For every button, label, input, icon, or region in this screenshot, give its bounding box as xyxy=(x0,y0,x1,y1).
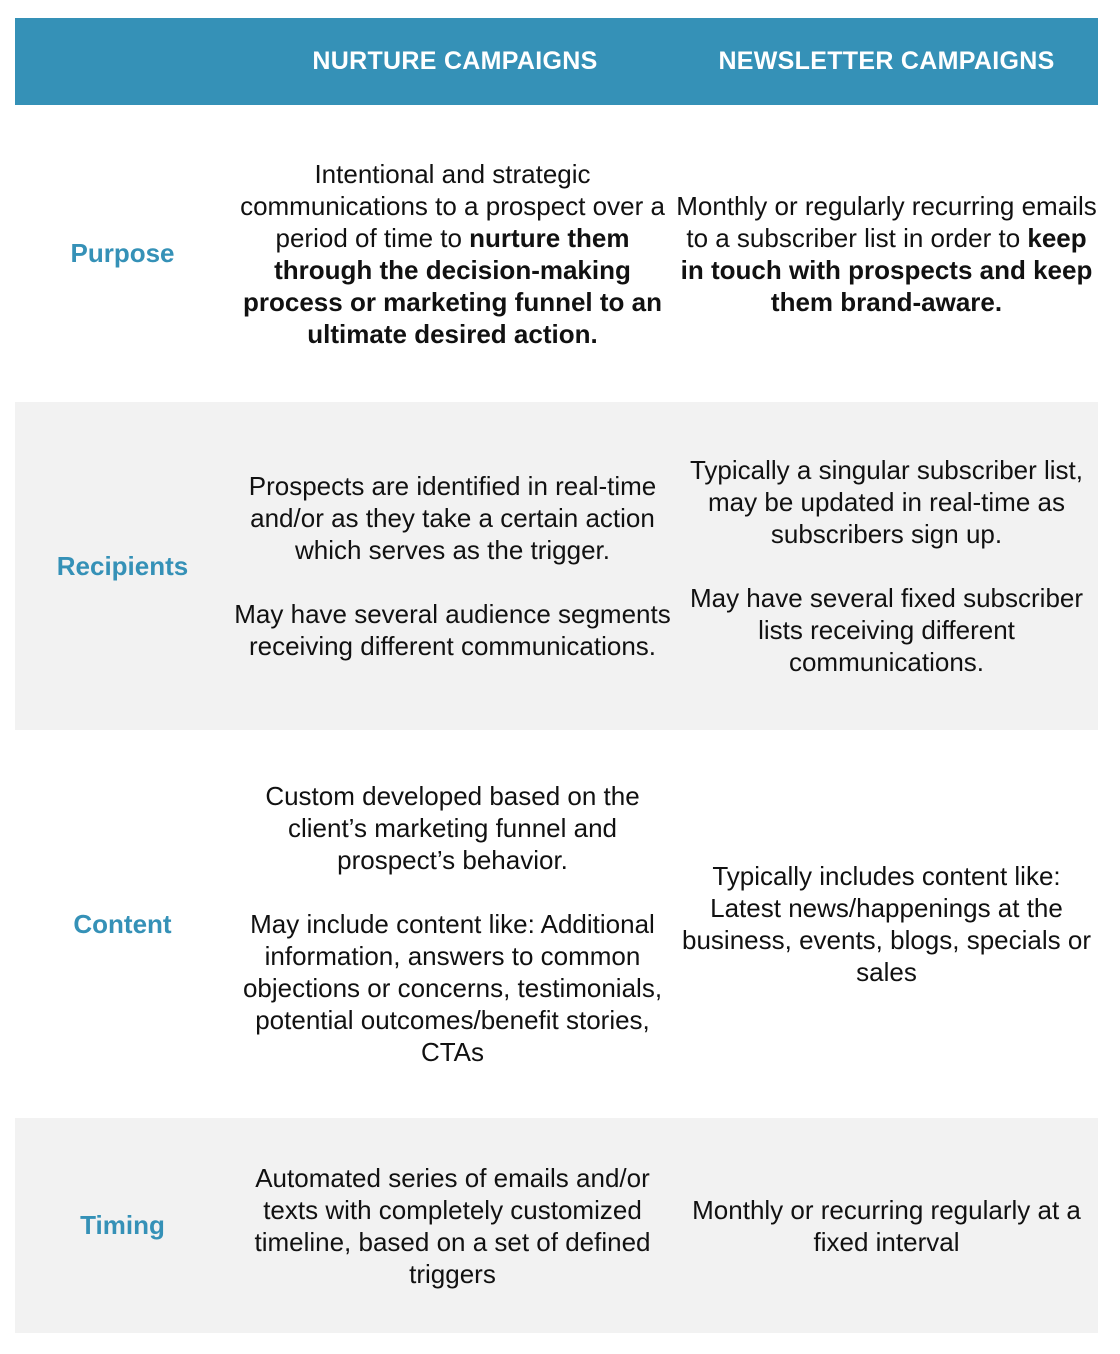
row-content xyxy=(15,730,1098,1118)
row-label-content: Content xyxy=(73,908,172,939)
recipients-newsletter-text-1: Typically a singular subscriber list, may be updated in real-time as subscribers sign up. xyxy=(689,455,1084,549)
purpose-newsletter-bold-text: keep in touch with prospects and keep them brand-aware. xyxy=(680,222,1093,317)
recipients-newsletter-cell xyxy=(675,454,1098,678)
content-nurture-text-1: Custom developed based on the client’s marketing funnel and prospect’s behavior. xyxy=(265,781,640,875)
content-newsletter-text-1: Typically includes content like: Latest news/happenings at the business, events, blogs, specials or sales xyxy=(682,861,1091,987)
content-newsletter-cell xyxy=(675,860,1098,988)
row-recipients xyxy=(15,402,1098,730)
comparison-table xyxy=(15,18,1098,1333)
header-newsletter-campaigns: NEWSLETTER CAMPAIGNS xyxy=(718,47,1055,75)
purpose-nurture-text: Intentional and strategic communications to a prospect over a period of time to xyxy=(240,158,665,253)
purpose-nurture-bold-text: nurture them through the decision-making process or marketing funnel to an ultimate desired action. xyxy=(243,222,662,349)
content-nurture-text-2: May include content like: Additional information, answers to common objections or concerns, testimonials, potential outcomes/benefit stories, CTAs xyxy=(242,909,663,1067)
purpose-newsletter-cell xyxy=(675,190,1098,318)
row-label-purpose: Purpose xyxy=(70,238,175,268)
timing-nurture-cell xyxy=(230,1162,675,1290)
recipients-nurture-text-1: Prospects are identified in real-time and/or as they take a certain action which serves as the trigger. xyxy=(248,471,657,565)
timing-newsletter-text-1: Monthly or recurring regularly at a fixed interval xyxy=(692,1194,1081,1257)
recipients-nurture-cell xyxy=(230,470,675,662)
timing-nurture-text-1: Automated series of emails and/or texts with completely customized timeline, based on a set of defined triggers xyxy=(254,1162,651,1289)
content-nurture-cell xyxy=(230,780,675,1068)
recipients-newsletter-text-2: May have several fixed subscriber lists receiving different communications. xyxy=(689,583,1084,677)
row-label-recipients: Recipients xyxy=(56,550,189,581)
row-purpose xyxy=(15,105,1098,402)
purpose-nurture-cell xyxy=(230,158,675,350)
header-nurture-campaigns: NURTURE CAMPAIGNS xyxy=(312,47,598,75)
timing-newsletter-cell xyxy=(675,1194,1098,1258)
row-timing xyxy=(15,1118,1098,1333)
recipients-nurture-text-2: May have several audience segments receiving different communications. xyxy=(234,599,671,661)
table-header xyxy=(15,18,1098,105)
purpose-newsletter-text: Monthly or regularly recurring emails to a subscriber list in order to xyxy=(676,190,1097,253)
row-label-timing: Timing xyxy=(80,1210,165,1240)
